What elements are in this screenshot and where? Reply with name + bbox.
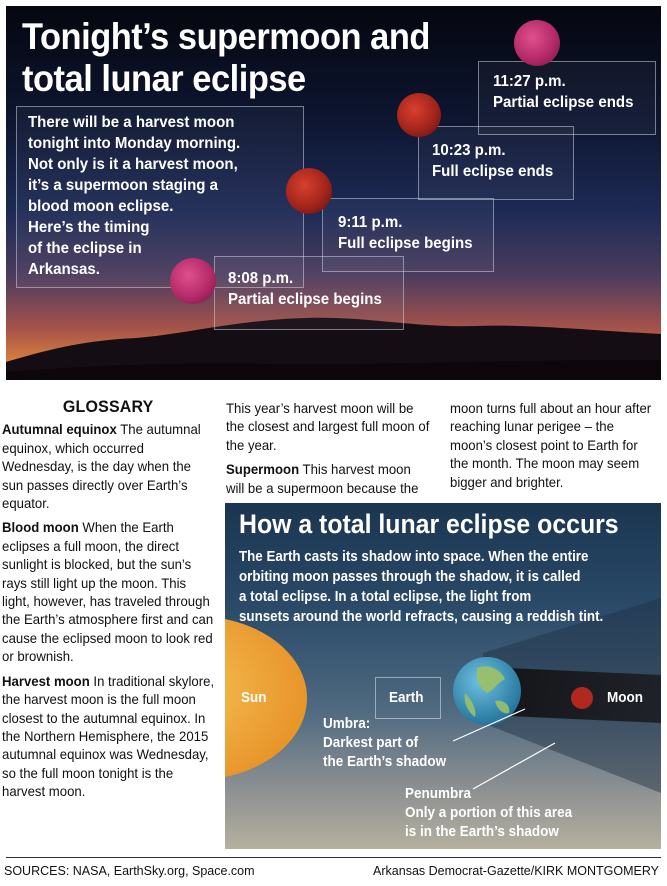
- eclipse-panel: [225, 503, 661, 849]
- event-full-ends: [432, 140, 553, 182]
- umbra-line: the Earth’s shadow: [323, 754, 447, 770]
- sun-label: Sun: [241, 690, 267, 706]
- umbra-line: Umbra:: [323, 716, 371, 732]
- penumbra-line: Penumbra: [405, 786, 471, 802]
- event-label: Partial eclipse ends: [493, 94, 634, 111]
- eclipse-line: sunsets around the world refracts, causing a reddish tint.: [239, 608, 604, 625]
- event-label: Partial eclipse begins: [228, 291, 382, 308]
- sources-credit: SOURCES: NASA, EarthSky.org, Space.com: [4, 864, 255, 878]
- moon-partial-ends-icon: [514, 20, 560, 66]
- eclipse-line: orbiting moon passes through the shadow, it is called: [239, 568, 581, 585]
- title-line-2: total lunar eclipse: [22, 58, 306, 99]
- event-partial-begins: [228, 268, 382, 310]
- intro-line: blood moon eclipse.: [28, 198, 174, 215]
- glossary-term: Supermoon: [226, 461, 300, 478]
- glossary-term: Autumnal equinox: [2, 421, 117, 438]
- glossary-entry: [2, 420, 214, 512]
- footer-rule: [6, 857, 661, 858]
- glossary-entry: [2, 672, 214, 801]
- event-time: 8:08 p.m.: [228, 270, 294, 287]
- harvest-moon-note: This year’s harvest moon will be the closest and largest full moon of the year.: [226, 400, 430, 453]
- intro-text: [28, 112, 289, 280]
- glossary-column-3: [450, 399, 659, 497]
- umbra-label: [323, 715, 446, 772]
- intro-line: Not only is it a harvest moon,: [28, 156, 238, 173]
- glossary-definition: This harvest moon will be a supermoon because the: [226, 461, 419, 496]
- glossary-column-2: [226, 399, 431, 503]
- glossary-definition: When the Earth eclipses a full moon, the direct sunlight is blocked, but the sun’s rays still light up the moon. This light, however, has traveled through the Earth’s atmosphere first and can cause the eclipsed moon to look red or brownish.: [2, 519, 214, 665]
- intro-line: Arkansas.: [28, 261, 100, 278]
- umbra-line: Darkest part of: [323, 735, 419, 751]
- penumbra-line: Only a portion of this area: [405, 805, 573, 821]
- eclipse-description: [239, 547, 648, 627]
- eclipse-title: How a total lunar eclipse occurs: [239, 509, 619, 539]
- moon-icon: [571, 687, 593, 709]
- glossary-definition: The autumnal equinox, which occurred Wednesday, is the day when the sun passes directly over Earth’s equator.: [2, 421, 201, 512]
- eclipse-line: The Earth casts its shadow into space. When the entire: [239, 548, 589, 565]
- moon-full-ends-icon: [397, 93, 441, 137]
- glossary-term: Blood moon: [2, 519, 79, 536]
- glossary-definition: In traditional skylore, the harvest moon is the full moon closest to the autumnal equinox. In the Northern Hemisphere, the 2015 autumnal equinox was Wednesday, so the full moon tonight is the harvest moon.: [2, 672, 215, 800]
- moon-full-begins-icon: [286, 168, 332, 214]
- page-title: [22, 16, 430, 100]
- moon-partial-begins-icon: [170, 258, 216, 304]
- event-partial-ends: [493, 71, 633, 113]
- event-full-begins: [338, 212, 473, 254]
- glossary-entry: [2, 518, 214, 665]
- title-line-1: Tonight’s supermoon and: [22, 16, 430, 57]
- event-time: 9:11 p.m.: [338, 214, 403, 231]
- glossary-entry: [226, 460, 431, 497]
- glossary-term: Harvest moon: [2, 672, 90, 689]
- glossary-column: [2, 398, 214, 807]
- earth-label: Earth: [389, 690, 424, 706]
- eclipse-line: a total eclipse. In a total eclipse, the light from: [239, 588, 532, 605]
- moon-label: Moon: [607, 690, 643, 706]
- intro-line: Here’s the timing: [28, 219, 150, 236]
- event-time: 11:27 p.m.: [493, 73, 566, 90]
- supermoon-continued: moon turns full about an hour after reaching lunar perigee – the moon’s closest point to Earth for the month. The moon may seem bigger and brighter.: [450, 400, 652, 490]
- event-label: Full eclipse ends: [432, 163, 554, 180]
- glossary-heading: GLOSSARY: [62, 397, 154, 416]
- penumbra-line: is in the Earth’s shadow: [405, 824, 559, 840]
- event-label: Full eclipse begins: [338, 235, 473, 252]
- event-time: 10:23 p.m.: [432, 142, 506, 159]
- intro-line: it’s a supermoon staging a: [28, 177, 218, 194]
- intro-line: There will be a harvest moon: [28, 114, 235, 131]
- penumbra-label: [405, 785, 572, 842]
- intro-line: tonight into Monday morning.: [28, 135, 241, 152]
- sky-panel: [6, 6, 661, 380]
- author-credit: Arkansas Democrat-Gazette/KIRK MONTGOMERY: [373, 864, 659, 878]
- intro-line: of the eclipse in: [28, 240, 142, 257]
